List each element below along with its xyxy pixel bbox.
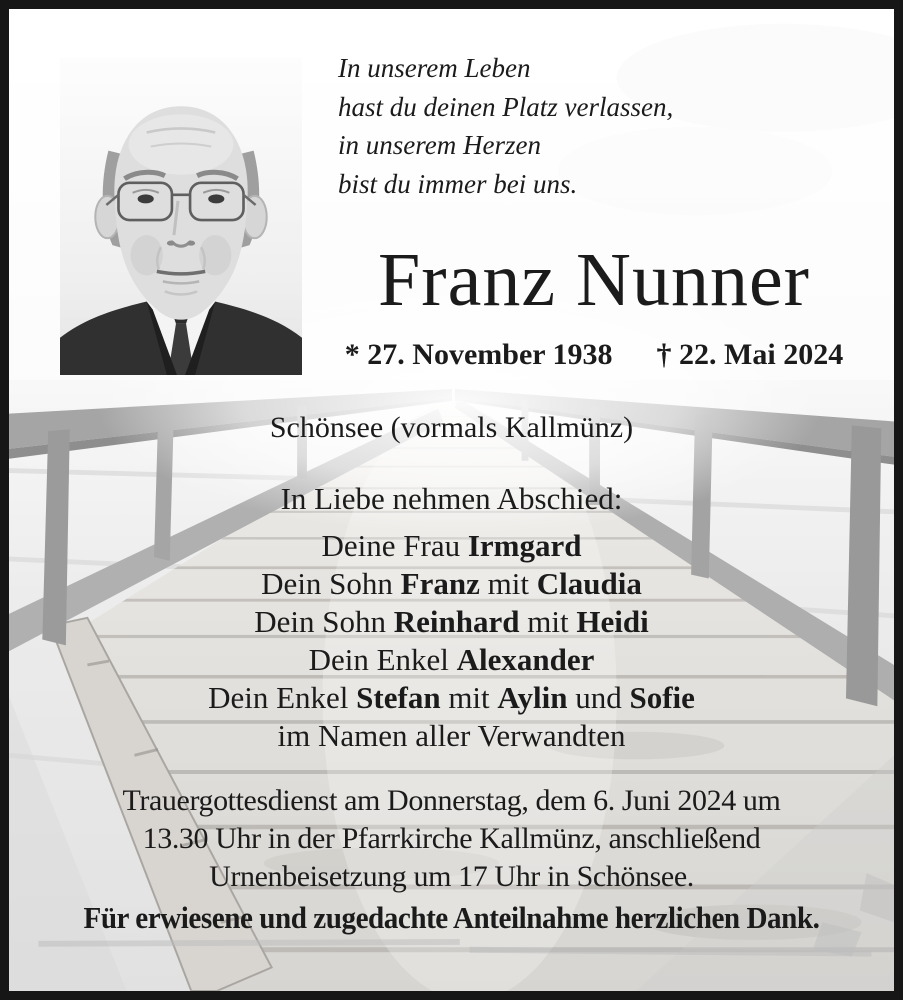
mourner-relation: Dein Enkel	[208, 680, 357, 715]
service-line: 13.30 Uhr in der Pfarrkirche Kallmünz, anschließend	[142, 822, 761, 855]
mourner-name: Claudia	[536, 566, 642, 601]
mourner-relation: Dein Sohn	[261, 566, 401, 601]
mourner-line	[9, 603, 894, 641]
mourner-line	[9, 641, 894, 679]
service-line: Trauergottesdienst am Donnerstag, dem 6. Juni 2024 um	[122, 784, 781, 817]
mourner-name: Alexander	[456, 642, 595, 677]
mourner-relation: mit	[440, 680, 498, 715]
mourners-list	[9, 527, 894, 755]
service-line: Urnenbeisetzung um 17 Uhr in Schönsee.	[209, 860, 694, 893]
mourner-line	[9, 679, 894, 717]
thanks-text: Für erwiesene und zugedachte Anteilnahme herzlichen Dank.	[83, 900, 820, 935]
mourner-name: Irmgard	[467, 528, 582, 563]
poem-line: bist du immer bei uns.	[338, 168, 578, 199]
mourner-name: Reinhard	[393, 604, 520, 639]
farewell-intro: In Liebe nehmen Abschied:	[280, 481, 623, 516]
thanks-line	[9, 899, 894, 937]
residence-line: Schönsee (vormals Kallmünz)	[269, 411, 634, 444]
mourner-name: Sofie	[629, 680, 695, 715]
mourner-relation: mit	[479, 566, 537, 601]
mourner-name: Franz	[400, 566, 480, 601]
poem-line: hast du deinen Platz verlassen,	[338, 91, 674, 122]
mourner-name: Aylin	[497, 680, 568, 715]
life-dates	[309, 338, 879, 372]
poem-line: in unserem Herzen	[338, 130, 541, 160]
poem-line: In unserem Leben	[338, 53, 531, 83]
service-info	[9, 782, 894, 896]
portrait-photo	[60, 58, 302, 375]
mourner-relation: mit	[519, 604, 577, 639]
mourner-relation: Dein Enkel	[308, 642, 457, 677]
memorial-poem	[338, 49, 878, 203]
mourner-relation: und	[567, 680, 630, 715]
mourner-line	[9, 717, 894, 755]
mourner-relation: Deine Frau	[321, 528, 468, 563]
mourner-line	[9, 527, 894, 565]
birth-date: * 27. November 1938	[344, 338, 613, 371]
deceased-name: Franz Nunner	[378, 238, 810, 322]
death-date: † 22. Mai 2024	[656, 338, 844, 371]
mourner-name: Stefan	[356, 680, 441, 715]
mourner-relation: Dein Sohn	[254, 604, 394, 639]
mourner-name: Heidi	[576, 604, 649, 639]
mourner-line	[9, 565, 894, 603]
mourner-relation: im Namen aller Verwandten	[277, 718, 626, 753]
